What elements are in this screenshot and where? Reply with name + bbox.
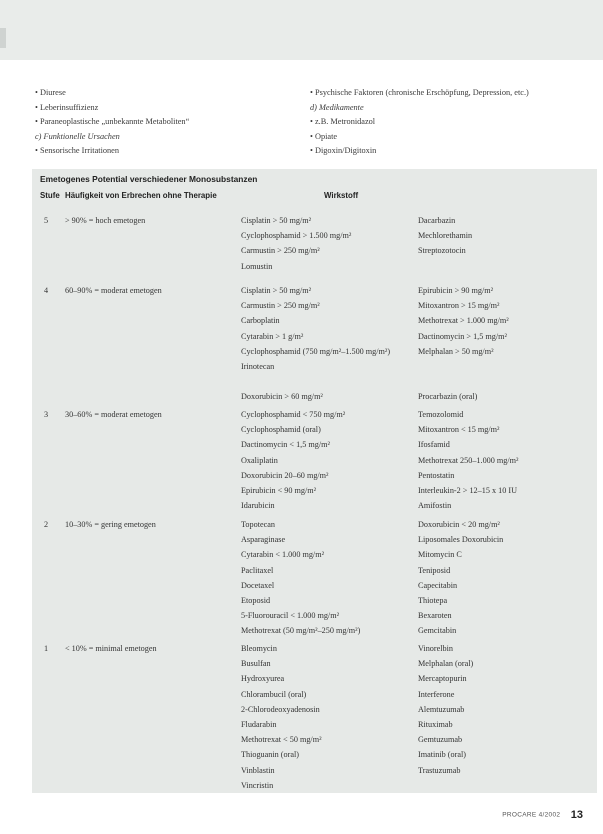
stufe-cell: 1 (44, 644, 49, 653)
frequency-cell: 60–90% = moderat emetogen (65, 286, 162, 295)
drug-name: Methotrexat > 1.000 mg/m² (418, 316, 509, 326)
drug-name: Streptozotocin (418, 246, 466, 256)
bullet-item: • Opiate (310, 131, 338, 141)
empty-line (418, 359, 594, 374)
header-frequency: Häufigkeit von Erbrechen ohne Therapie (65, 191, 217, 200)
drug-name: Amifostin (418, 501, 452, 511)
drug-name: Gemtuzumab (418, 735, 463, 745)
bullet-item: • Diurese (35, 88, 66, 97)
bullet-item: • Sensorische Irritationen (35, 146, 120, 155)
bullet-item: c) Funktionelle Ursachen (35, 131, 120, 141)
drug-name: Dactinomycin < 1,5 mg/m² (241, 440, 330, 450)
header-band (0, 0, 603, 60)
empty-line (241, 374, 411, 389)
drug-name: Imatinib (oral) (418, 750, 466, 760)
drug-name: Alemtuzumab (418, 704, 465, 714)
drug-name: Hydroxyurea (241, 674, 285, 684)
drug-name: Vinblastin (241, 765, 275, 775)
drug-list-a (241, 407, 411, 513)
drug-name: Thioguanin (oral) (241, 750, 299, 760)
stufe-cell: 5 (44, 216, 49, 225)
drug-name: Idarubicin (241, 501, 275, 511)
drug-name: Cisplatin > 50 mg/m² (241, 216, 312, 225)
drug-name: Irinotecan (241, 362, 275, 372)
drug-name: Melphalan (oral) (418, 659, 474, 669)
drug-name: Bexaroten (418, 611, 452, 621)
drug-name: Doxorubicin < 20 mg/m² (418, 520, 500, 529)
drug-name: Interferone (418, 689, 455, 699)
drug-name: Rituximab (418, 720, 453, 730)
drug-name: Epirubicin > 90 mg/m² (418, 286, 494, 295)
drug-list-a (241, 213, 411, 274)
bullet-item: d) Medikamente (310, 102, 364, 112)
stufe-cell: 3 (44, 410, 49, 419)
drug-name: Cytarabin < 1.000 mg/m² (241, 550, 325, 560)
frequency-cell: > 90% = hoch emetogen (65, 216, 146, 225)
drug-name: Temozolomid (418, 410, 464, 419)
drug-list-a (241, 517, 411, 639)
drug-name: 2-Chlorodeoxyadenosin (241, 704, 320, 714)
drug-name: Oxaliplatin (241, 455, 278, 465)
drug-name: Paclitaxel (241, 565, 274, 575)
bullet-list-right (310, 86, 595, 159)
drug-list-b (418, 407, 594, 513)
drug-name: Fludarabin (241, 720, 277, 730)
drug-name: Chlorambucil (oral) (241, 689, 307, 699)
drug-name: Lomustin (241, 261, 273, 271)
drug-name: Asparaginase (241, 535, 286, 545)
drug-name: Mitoxantron > 15 mg/m² (418, 301, 500, 311)
drug-name: Ifosfamid (418, 440, 450, 450)
drug-name: Carmustin > 250 mg/m² (241, 246, 320, 256)
drug-name: Busulfan (241, 659, 271, 669)
drug-name: Docetaxel (241, 580, 275, 590)
drug-name: Cyclophosphamid > 1.500 mg/m² (241, 231, 352, 241)
drug-name: Carmustin > 250 mg/m² (241, 301, 320, 311)
drug-name: Methotrexat < 50 mg/m² (241, 735, 322, 745)
drug-name: Procarbazin (oral) (418, 392, 478, 402)
drug-name: Etoposid (241, 596, 271, 606)
drug-name: Liposomales Doxorubicin (418, 535, 504, 545)
bullet-item: • z.B. Metronidazol (310, 117, 376, 126)
drug-list-a (241, 641, 411, 793)
drug-name: Cyclophosphamid (750 mg/m²–1.500 mg/m²) (241, 346, 391, 356)
drug-name: Interleukin-2 > 12–15 x 10 IU (418, 486, 517, 496)
drug-list-b (418, 213, 594, 259)
drug-name: Gemcitabin (418, 626, 457, 636)
empty-line (418, 374, 594, 389)
drug-name: Thiotepa (418, 596, 448, 606)
drug-name: Mercaptopurin (418, 674, 467, 684)
page-footer (502, 806, 583, 824)
drug-name: Bleomycin (241, 644, 277, 653)
frequency-cell: 10–30% = gering emetogen (65, 520, 156, 529)
drug-name: Cyclophosphamid (oral) (241, 425, 321, 435)
drug-name: Mitoxantron < 15 mg/m² (418, 425, 500, 435)
drug-list-b (418, 283, 594, 405)
page-number: 13 (570, 808, 583, 821)
drug-name: Dacarbazin (418, 216, 456, 225)
stufe-cell: 4 (44, 286, 49, 295)
drug-name: Carboplatin (241, 316, 280, 326)
drug-name: Topotecan (241, 520, 275, 529)
emetogenic-potential-table (32, 169, 597, 793)
drug-name: Doxorubicin > 60 mg/m² (241, 392, 323, 402)
drug-name: Cisplatin > 50 mg/m² (241, 286, 312, 295)
drug-name: Epirubicin < 90 mg/m² (241, 486, 317, 496)
drug-name: Cyclophosphamid < 750 mg/m² (241, 410, 346, 419)
header-wirkstoff: Wirkstoff (324, 191, 359, 200)
drug-name: Cytarabin > 1 g/m² (241, 331, 304, 341)
drug-list-b (418, 517, 594, 639)
drug-list-b (418, 641, 594, 778)
journal-label: PROCARE 4/2002 (502, 811, 561, 819)
bullet-item: • Paraneoplastische „unbekannte Metaboliten“ (35, 117, 190, 126)
bullet-list-left (35, 86, 305, 159)
bullet-item: • Psychische Faktoren (chronische Erschöpfung, Depression, etc.) (310, 88, 529, 97)
header-stufe: Stufe (40, 191, 60, 200)
drug-name: Melphalan > 50 mg/m² (418, 346, 494, 356)
bullet-item: • Digoxin/Digitoxin (310, 146, 377, 155)
drug-name: Doxorubicin 20–60 mg/m² (241, 470, 329, 480)
drug-name: Mechlorethamin (418, 231, 473, 241)
drug-name: Dactinomycin > 1,5 mg/m² (418, 331, 507, 341)
bullet-item: • Leberinsuffizienz (35, 102, 99, 112)
drug-name: Pentostatin (418, 470, 455, 480)
drug-list-a (241, 283, 411, 405)
drug-name: Vinorelbin (418, 644, 453, 653)
table-title: Emetogenes Potential verschiedener Monosubstanzen (40, 174, 258, 184)
drug-name: Teniposid (418, 565, 451, 575)
frequency-cell: 30–60% = moderat emetogen (65, 410, 162, 419)
frequency-cell: < 10% = minimal emetogen (65, 644, 157, 653)
page-edge-marker (0, 28, 6, 48)
stufe-cell: 2 (44, 520, 49, 529)
drug-name: Vincristin (241, 780, 274, 790)
drug-name: Mitomycin C (418, 550, 462, 560)
drug-name: Capecitabin (418, 580, 458, 590)
drug-name: Methotrexat (50 mg/m²–250 mg/m²) (241, 626, 361, 636)
drug-name: 5-Fluorouracil < 1.000 mg/m² (241, 611, 340, 621)
drug-name: Trastuzumab (418, 765, 461, 775)
drug-name: Methotrexat 250–1.000 mg/m² (418, 455, 519, 465)
